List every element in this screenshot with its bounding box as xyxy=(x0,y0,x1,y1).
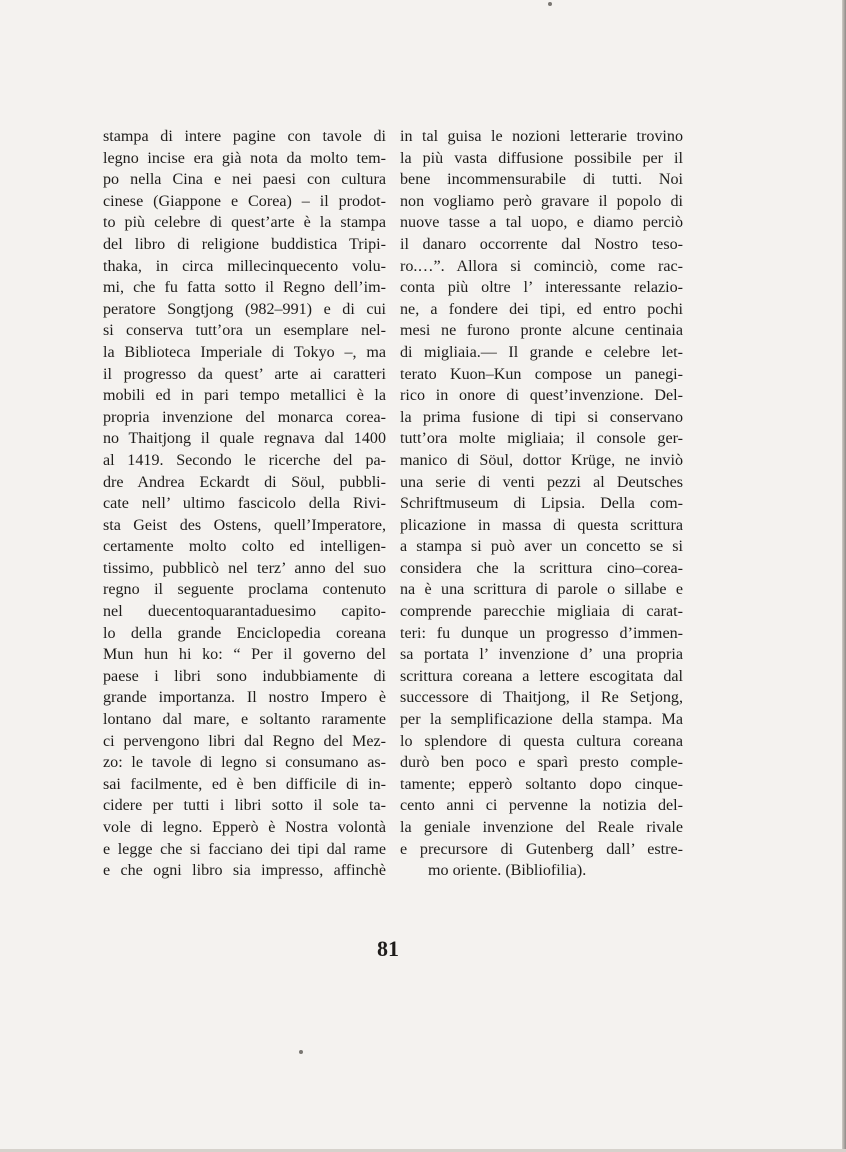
text-line: rico in onore di quest’invenzione. Del- xyxy=(400,387,683,405)
text-line: lo della grande Enciclopedia coreana xyxy=(103,624,386,642)
text-line: si conserva tutt’ora un esemplare nel- xyxy=(103,322,386,340)
text-line: paese i libri sono indubbiamente di xyxy=(103,667,386,685)
text-line: cate nell’ ultimo fascicolo della Rivi- xyxy=(103,495,386,513)
paper-speck xyxy=(299,1050,303,1054)
left-text-column xyxy=(103,126,386,882)
text-line: bene incommensurabile di tutti. Noi xyxy=(400,171,683,189)
text-line: mo oriente. (Bibliofilia). xyxy=(428,862,587,880)
text-line: la geniale invenzione del Reale rivale xyxy=(400,819,683,836)
text-line: e legge che si facciano dei tipi dal rame xyxy=(103,840,386,858)
text-line: grande importanza. Il nostro Impero è xyxy=(103,689,386,707)
text-line: e che ogni libro sia impresso, affinchè xyxy=(103,862,386,880)
right-text-column xyxy=(400,126,683,882)
text-line: zo: le tavole di legno si consumano as- xyxy=(103,754,386,772)
text-line: il danaro occorrente dal Nostro teso- xyxy=(400,235,683,253)
text-line: tamente; epperò soltanto dopo cinque- xyxy=(400,775,683,793)
text-line: e precursore di Gutenberg dall’ estre- xyxy=(400,840,683,858)
text-line: comprende parecchie migliaia di carat- xyxy=(400,603,683,621)
text-line: ci pervengono libri dal Regno del Mez- xyxy=(103,732,386,750)
text-line: il progresso da quest’ arte ai caratteri xyxy=(103,365,386,383)
text-line: sta Geist des Ostens, quell’Imperatore, xyxy=(103,516,386,534)
text-line: na è una scrittura di parole o sillabe e xyxy=(400,581,683,599)
paper-speck xyxy=(548,2,552,6)
text-line: per la semplificazione della stampa. Ma xyxy=(400,711,683,729)
text-line: a stampa si può aver un concetto se si xyxy=(400,538,683,556)
text-line: teri: fu dunque un progresso d’immen- xyxy=(400,624,683,642)
text-line: terato Kuon–Kun compose un panegi- xyxy=(400,365,683,383)
text-line: certamente molto colto ed intelligen- xyxy=(103,538,386,556)
text-line: durò ben poco e sparì presto comple- xyxy=(400,754,683,772)
text-line: una serie di venti pezzi al Deutsches xyxy=(400,473,683,491)
text-line: Schriftmuseum di Lipsia. Della com- xyxy=(400,495,683,513)
text-line: tutt’ora molte migliaia; il console ger- xyxy=(400,430,683,448)
text-line: non vogliamo però gravare il popolo di xyxy=(400,192,683,210)
text-line: mesi ne furono pronte alcune centinaia xyxy=(400,322,683,340)
text-line: nuove tasse a tal uopo, e diamo perciò xyxy=(400,214,683,232)
text-line: mi, che fu fatta sotto il Regno dell’im- xyxy=(103,279,386,297)
text-line: tissimo, pubblicò nel terz’ anno del suo xyxy=(103,559,386,577)
text-line: considera che la scrittura cino–corea- xyxy=(400,559,683,577)
text-line: plicazione in massa di questa scrittura xyxy=(400,516,683,534)
text-line: Mun hun hi ko: “ Per il governo del xyxy=(103,646,386,664)
text-line: no Thaitjong il quale regnava dal 1400 xyxy=(103,430,386,448)
page-edge-right xyxy=(842,0,846,1152)
text-line: la prima fusione di tipi si conservano xyxy=(400,408,683,426)
text-line: legno incise era già nota da molto tem- xyxy=(103,149,386,167)
text-line: lo splendore di questa cultura coreana xyxy=(400,732,683,750)
text-line: al 1419. Secondo le ricerche del pa- xyxy=(103,451,386,469)
text-line: cidere per tutti i libri sotto il sole ta- xyxy=(103,797,386,815)
text-line: vole di legno. Epperò è Nostra volontà xyxy=(103,819,386,836)
text-line: sai facilmente, ed è ben difficile di in- xyxy=(103,775,386,793)
text-line: manico di Söul, dottor Krüge, ne inviò xyxy=(400,451,683,469)
text-line: peratore Songtjong (982–991) e di cui xyxy=(103,300,386,318)
text-line: regno il seguente proclama contenuto xyxy=(103,581,386,599)
text-line: scrittura coreana a lettere escogitata dal xyxy=(400,667,683,685)
text-line: propria invenzione del monarca corea- xyxy=(103,408,386,426)
text-line: stampa di intere pagine con tavole di xyxy=(103,128,386,145)
text-line: conta più oltre l’ interessante relazio- xyxy=(400,279,683,297)
text-line: in tal guisa le nozioni letterarie trovino xyxy=(400,128,683,145)
text-line: nel duecentoquarantaduesimo capito- xyxy=(103,603,386,621)
text-line: del libro di religione buddistica Tripi- xyxy=(103,235,386,253)
text-line: thaka, in circa millecinquecento volu- xyxy=(103,257,386,275)
text-line: mobili ed in pari tempo metallici è la xyxy=(103,387,386,405)
text-line: ne, a fondere dei tipi, ed entro pochi xyxy=(400,300,683,318)
text-line: dre Andrea Eckardt di Söul, pubbli- xyxy=(103,473,386,491)
text-line: la più vasta diffusione possibile per il xyxy=(400,149,683,167)
text-line: sa portata l’ invenzione d’ una propria xyxy=(400,646,683,664)
text-line: cento anni ci pervenne la notizia del- xyxy=(400,797,683,815)
page-number: 81 xyxy=(377,936,399,961)
text-line: cinese (Giappone e Corea) – il prodot- xyxy=(103,192,386,210)
text-line: successore di Thaitjong, il Re Setjong, xyxy=(400,689,683,707)
text-line: po nella Cina e nei paesi con cultura xyxy=(103,171,386,189)
text-line: to più celebre di quest’arte è la stampa xyxy=(103,214,386,232)
text-line: la Biblioteca Imperiale di Tokyo –, ma xyxy=(103,343,386,361)
text-line: lontano dal mare, e soltanto raramente xyxy=(103,711,386,729)
text-line: ro.…”. Allora si cominciò, come rac- xyxy=(400,257,683,275)
text-line: di migliaia.— Il grande e celebre let- xyxy=(400,343,683,361)
